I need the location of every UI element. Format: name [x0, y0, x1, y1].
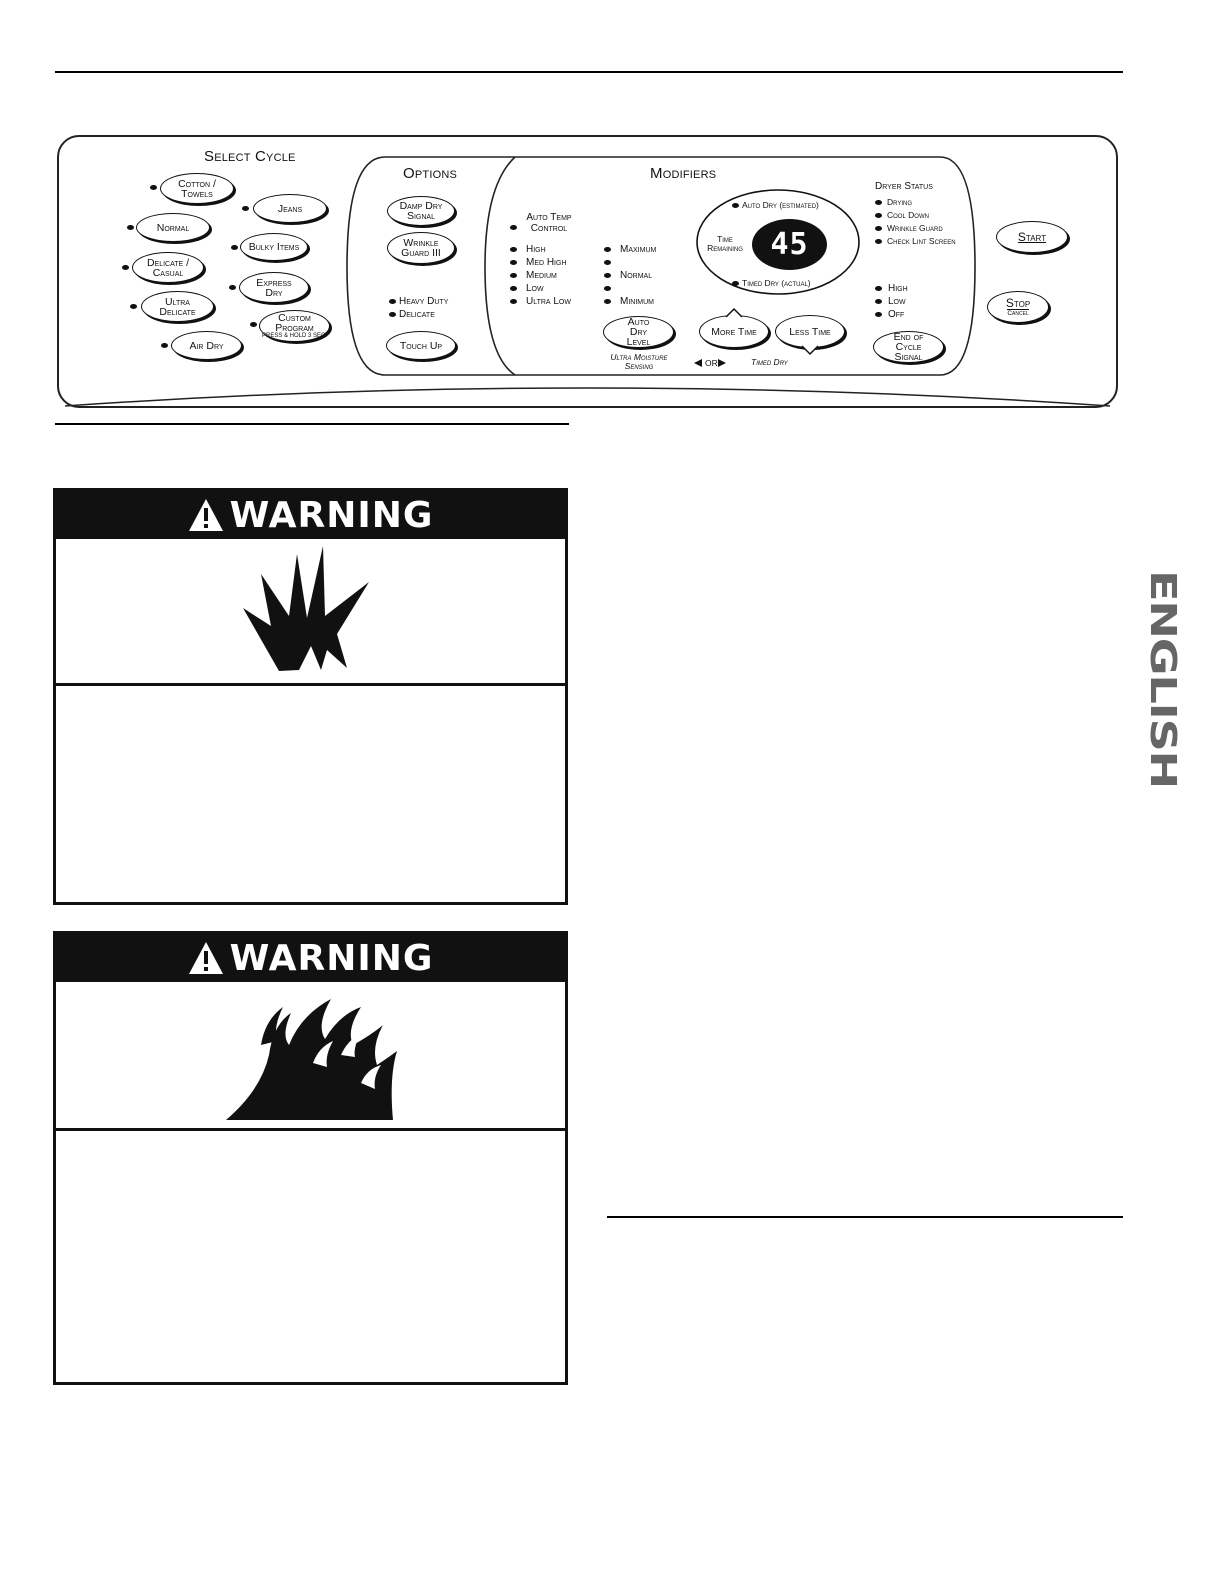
- level-between-2-indicator: [604, 286, 611, 291]
- english-side-tab: [1142, 570, 1183, 790]
- auto-dry-level-button[interactable]: Auto Dry Level: [603, 316, 674, 348]
- touch-up-button[interactable]: Touch Up: [386, 331, 456, 360]
- cotton-towels-indicator: [150, 185, 157, 190]
- temp-high-label: High: [526, 244, 546, 255]
- start-button[interactable]: Start: [996, 221, 1068, 253]
- ultra-moisture-sensing-label: Ultra Moisture Sensing: [610, 352, 668, 371]
- heavy-duty-indicator: [389, 299, 396, 304]
- explosion-warning-box: [53, 488, 568, 905]
- more-time-up-arrow-icon: [725, 308, 743, 318]
- status-drying-indicator: [875, 200, 882, 205]
- timed-dry-actual-indicator: [732, 281, 739, 286]
- select-cycle-title: Select Cycle: [204, 148, 296, 165]
- dryer-status-title: Dryer Status: [875, 181, 933, 192]
- damp-dry-signal-button[interactable]: Damp Dry Signal: [387, 196, 455, 226]
- status-cool-down-label: Cool Down: [887, 210, 929, 220]
- level-maximum-label: Maximum: [620, 244, 657, 255]
- top-rule: [55, 71, 1123, 73]
- signal-low-label: Low: [888, 296, 906, 307]
- left-section-rule: [55, 423, 569, 425]
- signal-off-indicator: [875, 312, 882, 317]
- less-time-down-arrow-icon: [801, 345, 819, 355]
- express-dry-indicator: [229, 285, 236, 290]
- signal-high-label: High: [888, 283, 908, 294]
- ultra-delicate-button[interactable]: Ultra Delicate: [141, 291, 214, 322]
- temp-low-indicator: [510, 286, 517, 291]
- time-remaining-label: Time Remaining: [707, 234, 743, 253]
- warning-image-area: [56, 982, 565, 1131]
- bulky-items-indicator: [231, 245, 238, 250]
- custom-program-button[interactable]: [259, 310, 330, 342]
- level-normal-indicator: [604, 273, 611, 278]
- temp-med-high-label: Med High: [526, 257, 567, 268]
- temp-ultra-low-indicator: [510, 299, 517, 304]
- custom-program-label: Custom Program: [275, 311, 314, 334]
- warning-heading: WARNING: [229, 494, 434, 536]
- custom-program-note: PRESS & HOLD 3 SEC.: [261, 332, 328, 339]
- heavy-duty-label: Heavy Duty: [399, 296, 449, 307]
- cotton-towels-button[interactable]: Cotton / Towels: [160, 173, 234, 204]
- warning-header: [56, 934, 565, 982]
- normal-indicator: [127, 225, 134, 230]
- temp-med-high-indicator: [510, 260, 517, 265]
- stop-button[interactable]: [987, 291, 1049, 323]
- status-drying-label: Drying: [887, 197, 913, 207]
- alert-triangle-icon: [188, 941, 224, 975]
- auto-temp-control-label: Auto Temp Control: [526, 212, 572, 234]
- cancel-label: Cancel: [1007, 309, 1029, 317]
- bulky-items-button[interactable]: Bulky Items: [240, 233, 308, 261]
- air-dry-button[interactable]: Air Dry: [171, 331, 242, 360]
- options-title: Options: [403, 165, 458, 182]
- timed-dry-label: Timed Dry: [751, 357, 788, 367]
- status-wrinkle-guard-label: Wrinkle Guard: [887, 223, 943, 233]
- fire-icon: [221, 985, 401, 1125]
- ultra-delicate-indicator: [130, 304, 137, 309]
- or-label: OR: [705, 358, 718, 368]
- left-arrow-icon: [694, 359, 703, 367]
- level-maximum-indicator: [604, 247, 611, 252]
- explosion-icon: [241, 546, 381, 676]
- auto-temp-control-indicator: [510, 225, 517, 230]
- temp-high-indicator: [510, 247, 517, 252]
- level-minimum-label: Minimum: [620, 296, 654, 307]
- signal-low-indicator: [875, 299, 882, 304]
- temp-low-label: Low: [526, 283, 544, 294]
- jeans-button[interactable]: Jeans: [253, 194, 327, 223]
- temp-ultra-low-label: Ultra Low: [526, 296, 571, 307]
- express-dry-button[interactable]: Express Dry: [239, 272, 309, 303]
- panel-bottom-curve: [57, 380, 1118, 410]
- english-side-tab-text: ENGLISH: [1142, 570, 1183, 740]
- status-check-lint-indicator: [875, 239, 882, 244]
- delicate-option-label: Delicate: [399, 309, 435, 320]
- delicate-option-indicator: [389, 312, 396, 317]
- more-time-button[interactable]: More Time: [699, 315, 769, 348]
- delicate-casual-indicator: [122, 265, 129, 270]
- less-time-button[interactable]: Less Time: [775, 315, 845, 348]
- alert-triangle-icon: [188, 498, 224, 532]
- signal-high-indicator: [875, 286, 882, 291]
- status-cool-down-indicator: [875, 213, 882, 218]
- warning-header: [56, 491, 565, 539]
- auto-dry-estimated-label: Auto Dry (estimated): [742, 200, 819, 210]
- wrinkle-guard-button[interactable]: Wrinkle Guard III: [387, 232, 455, 264]
- level-between-1-indicator: [604, 260, 611, 265]
- right-section-rule: [607, 1216, 1123, 1218]
- warning-heading: WARNING: [229, 937, 434, 979]
- timed-dry-actual-label: Timed Dry (actual): [742, 278, 811, 288]
- level-minimum-indicator: [604, 299, 611, 304]
- normal-button[interactable]: Normal: [136, 213, 210, 242]
- temp-medium-indicator: [510, 273, 517, 278]
- level-normal-label: Normal: [620, 270, 653, 281]
- delicate-casual-button[interactable]: Delicate / Casual: [132, 252, 204, 283]
- status-check-lint-label: Check Lint Screen: [887, 236, 956, 246]
- auto-dry-estimated-indicator: [732, 203, 739, 208]
- status-wrinkle-guard-indicator: [875, 226, 882, 231]
- fire-warning-box: [53, 931, 568, 1385]
- time-display: 45: [752, 219, 827, 270]
- signal-off-label: Off: [888, 309, 905, 320]
- air-dry-indicator: [161, 343, 168, 348]
- custom-program-indicator: [250, 322, 257, 327]
- stop-label: Stop: [1005, 295, 1031, 310]
- temp-medium-label: Medium: [526, 270, 557, 281]
- end-of-cycle-signal-button[interactable]: End of Cycle Signal: [873, 331, 944, 363]
- jeans-indicator: [242, 206, 249, 211]
- modifiers-title: Modifiers: [650, 165, 717, 182]
- warning-image-area: [56, 539, 565, 686]
- right-arrow-icon: [718, 359, 727, 367]
